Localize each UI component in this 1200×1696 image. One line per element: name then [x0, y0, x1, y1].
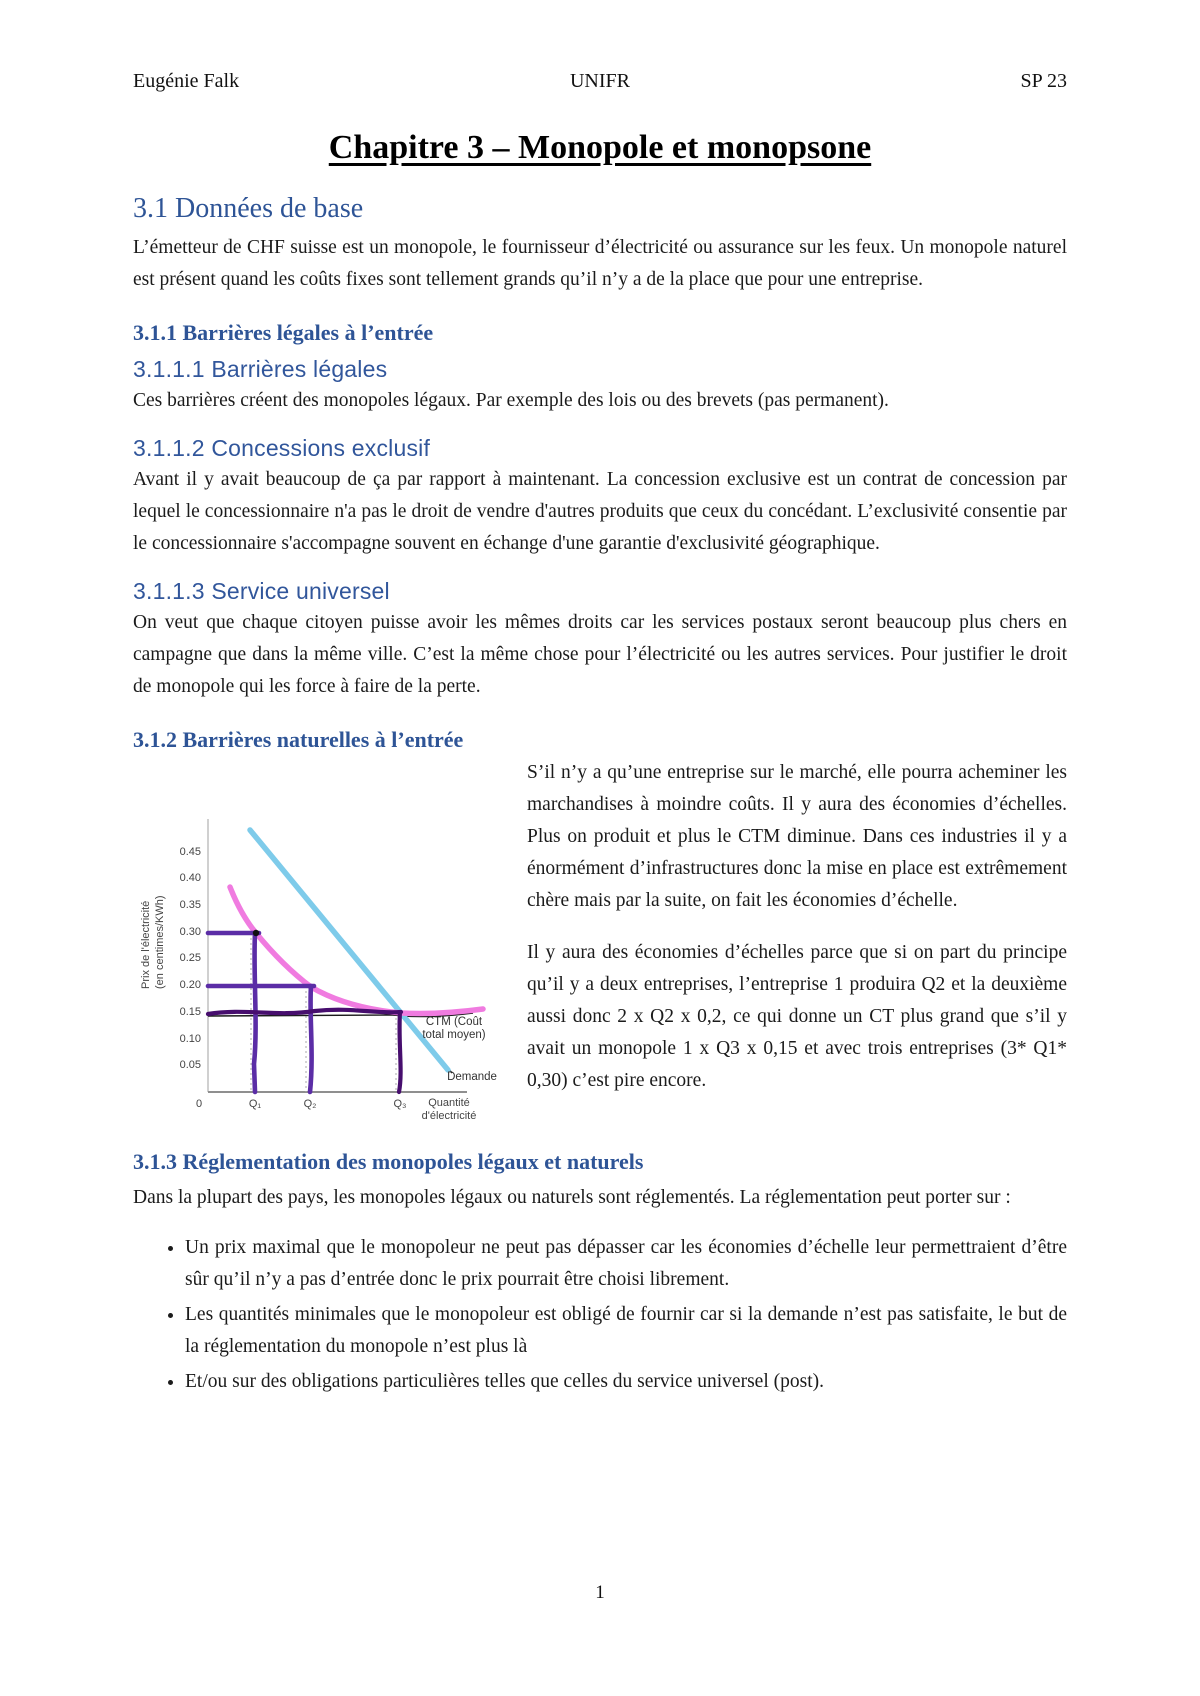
svg-text:0.10: 0.10 — [179, 1033, 201, 1045]
paragraph-3-1-1-3: On veut que chaque citoyen puisse avoir les mêmes droits car les services postaux seront beaucoup plus chers en campagne que dans la même ville. C’est la même chose pour l’électricité ou les autres services. Pour justifier le droit de monopole qui les force à faire de la perte. — [133, 612, 1067, 697]
svg-text:Prix de l'électricité: Prix de l'électricité — [140, 900, 152, 989]
header-author: Eugénie Falk — [133, 70, 240, 92]
x-tick-labels — [196, 1097, 476, 1122]
svg-text:d'électricité: d'électricité — [421, 1110, 477, 1122]
ctm-demand-chart-svg — [133, 759, 511, 1137]
paragraph-3-1-1-1: Ces barrières créent des monopoles légaux. Par exemple des lois ou des brevets (pas permanent). — [133, 390, 889, 411]
paragraph-3-1: L’émetteur de CHF suisse est un monopole, le fournisseur d’électricité ou assurance sur les feux. Un monopole naturel est présent quand les coûts fixes sont tellement grands qu’il n’y a de la place que pour une entreprise. — [133, 237, 1067, 290]
svg-text:0.15: 0.15 — [179, 1006, 201, 1018]
price-guides-dark-purple — [208, 1010, 401, 1092]
bullet-item-max-price: • Un prix maximal que le monopoleur ne peut pas dépasser car les économies d’échelle leur permettraient d’être sûr qu’il n’y a pas d’entrée donc le prix pourrait être choisi librement. — [185, 1232, 1067, 1296]
y-axis-label — [140, 895, 166, 989]
svg-text:0.30: 0.30 — [179, 926, 201, 938]
bullet-item-obligations: • Et/ou sur des obligations particulières telles que celles du service universel (post). — [185, 1366, 1067, 1398]
svg-text:0.40: 0.40 — [179, 872, 201, 884]
regulation-bullet-list — [133, 1232, 1067, 1398]
svg-text:Demande: Demande — [447, 1071, 497, 1083]
svg-text:0.25: 0.25 — [179, 952, 201, 964]
heading-3-1-1: 3.1.1 Barrières légales à l’entrée — [133, 320, 434, 345]
svg-text:Quantité: Quantité — [428, 1097, 470, 1109]
svg-text:Q₁: Q₁ — [248, 1098, 262, 1110]
heading-3-1-2: 3.1.2 Barrières naturelles à l’entrée — [133, 727, 464, 752]
heading-3-1-1-2: 3.1.1.2 Concessions exclusif — [133, 435, 431, 461]
svg-text:total moyen): total moyen) — [422, 1029, 486, 1041]
paragraph-3-1-3: Dans la plupart des pays, les monopoles légaux ou naturels sont réglementés. La réglementation peut porter sur : — [133, 1187, 1011, 1208]
header-semester: SP 23 — [1020, 70, 1067, 92]
svg-text:0.45: 0.45 — [179, 846, 201, 858]
natural-monopoly-chart — [133, 759, 511, 1141]
chapter-title: Chapitre 3 – Monopole et monopsone — [328, 129, 872, 166]
header-institution: UNIFR — [569, 70, 630, 92]
svg-text:0.20: 0.20 — [179, 979, 201, 991]
paragraph-3-1-2-b: Il y aura des économies d’échelles parce que si on part du principe qu’il y a deux entreprises, l’entreprise 1 produira Q2 et la deuxième aussi donc 2 x Q2 x 0,2, ce qui donne un CT plus grand que s’il y avait un monopole 1 x Q3 x 0,15 et avec trois entreprises (3* Q1* 0,30) c’est pire encore. — [527, 942, 1067, 1091]
heading-3-1-1-1: 3.1.1.1 Barrières légales — [133, 356, 388, 382]
page-header — [133, 70, 1067, 93]
svg-text:0.35: 0.35 — [179, 899, 201, 911]
svg-text:Q₃: Q₃ — [393, 1098, 407, 1110]
svg-text:(en centimes/KWh): (en centimes/KWh) — [154, 895, 166, 989]
svg-text:CTM (Coût: CTM (Coût — [425, 1016, 483, 1028]
svg-text:0: 0 — [195, 1098, 203, 1110]
heading-3-1: 3.1 Données de base — [133, 193, 364, 224]
ctm-q1-point — [253, 930, 259, 936]
paragraph-3-1-2-a: S’il n’y a qu’une entreprise sur le marché, elle pourra acheminer les marchandises à moindre coûts. Il y aura des économies d’échelles. Plus on produit et plus le CTM diminue. Dans ces industries il y a énormément d’infrastructures donc la mise en place est extrêmement chère mais par la suite, on fait les économies d’échelle. — [527, 762, 1067, 911]
demande-line — [250, 830, 448, 1070]
page-number: 1 — [595, 1582, 605, 1603]
bullet-item-min-quantity: • Les quantités minimales que le monopoleur est obligé de fournir car si la demande n’est pas satisfaite, le but de la réglementation du monopole n’est plus là — [185, 1299, 1067, 1363]
ctm-curve — [230, 887, 483, 1014]
heading-3-1-3: 3.1.3 Réglementation des monopoles légaux et naturels — [133, 1149, 644, 1174]
svg-text:Q₂: Q₂ — [303, 1098, 317, 1110]
paragraph-3-1-1-2: Avant il y avait beaucoup de ça par rapport à maintenant. La concession exclusive est un contrat de concession par lequel le concessionnaire n'a pas le droit de vendre d'autres produits que ceux du concédant. L’exclusivité consentie par le concessionnaire s'accompagne souvent en échange d'une garantie d'exclusivité géographique. — [133, 469, 1067, 554]
svg-text:0.05: 0.05 — [179, 1059, 201, 1071]
y-tick-labels — [180, 846, 201, 1071]
heading-3-1-1-3: 3.1.1.3 Service universel — [133, 578, 390, 604]
